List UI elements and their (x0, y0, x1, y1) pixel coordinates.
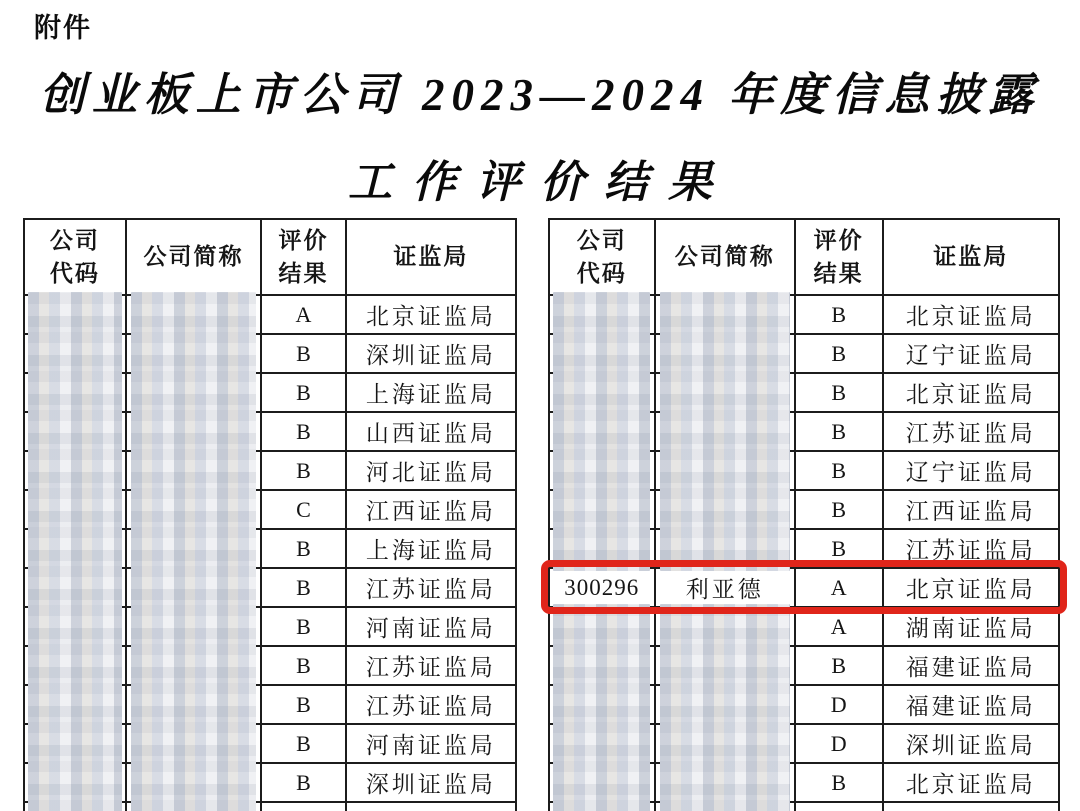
rating-cell: B (261, 763, 346, 802)
header-company-code-label: 公司代码 (49, 227, 100, 286)
company-name-cell (126, 490, 261, 529)
company-name-cell (655, 607, 795, 646)
bureau-cell: 辽宁证监局 (883, 334, 1059, 373)
company-code-cell (24, 490, 126, 529)
company-name-cell (655, 451, 795, 490)
bureau-cell: 福建证监局 (883, 685, 1059, 724)
rating-cell: B (261, 334, 346, 373)
rating-cell: B (261, 412, 346, 451)
table-row (24, 802, 516, 811)
company-name-cell (655, 802, 795, 811)
bureau-cell: 湖南证监局 (883, 607, 1059, 646)
header-company-name: 公司简称 (655, 219, 795, 295)
company-code-cell (24, 802, 126, 811)
company-name-cell (655, 334, 795, 373)
rating-cell: B (795, 646, 883, 685)
table-row (549, 490, 1059, 529)
company-name-cell (126, 373, 261, 412)
rating-cell: B (261, 724, 346, 763)
right-table-body (549, 295, 1059, 811)
table-row (549, 295, 1059, 334)
company-name-cell (655, 724, 795, 763)
bureau-cell: 江西证监局 (883, 490, 1059, 529)
company-code-cell (24, 724, 126, 763)
rating-cell: B (795, 490, 883, 529)
company-name-cell (655, 529, 795, 568)
company-code-cell (24, 334, 126, 373)
table-row (549, 685, 1059, 724)
table-row (24, 646, 516, 685)
company-name-cell (126, 802, 261, 811)
rating-cell: B (795, 295, 883, 334)
table-row (24, 334, 516, 373)
company-code-cell (24, 373, 126, 412)
bureau-cell: 北京证监局 (346, 295, 516, 334)
header-bureau: 证监局 (346, 219, 516, 295)
header-evaluation-result (261, 219, 346, 295)
company-code-cell (24, 685, 126, 724)
table-row (24, 568, 516, 607)
company-code-cell (24, 529, 126, 568)
company-code-cell (549, 373, 655, 412)
censored-mosaic (131, 799, 256, 811)
company-code-cell (24, 568, 126, 607)
highlighted-table-row (549, 568, 1059, 607)
table-row (24, 724, 516, 763)
rating-cell: B (261, 451, 346, 490)
evaluation-table-right-wrap (548, 218, 1060, 811)
bureau-cell: 江苏证监局 (346, 646, 516, 685)
table-row (24, 685, 516, 724)
company-code-cell (549, 802, 655, 811)
company-name-cell (126, 529, 261, 568)
header-company-code-label: 公司代码 (576, 227, 627, 286)
company-code-cell (549, 724, 655, 763)
bureau-cell: 深圳证监局 (346, 763, 516, 802)
table-row (24, 490, 516, 529)
left-table-body (24, 295, 516, 811)
rating-cell: A (795, 568, 883, 607)
table-row (549, 607, 1059, 646)
bureau-cell: 上海证监局 (346, 373, 516, 412)
header-bureau: 证监局 (883, 219, 1059, 295)
company-code-cell (24, 607, 126, 646)
header-row (24, 219, 516, 295)
company-code-cell (24, 646, 126, 685)
bureau-cell: 江西证监局 (346, 490, 516, 529)
rating-cell: C (261, 490, 346, 529)
bureau-cell: 河北证监局 (346, 451, 516, 490)
document-title-line1: 创业板上市公司 2023—2024 年度信息披露 (39, 70, 1041, 120)
evaluation-table-left (23, 218, 517, 811)
company-code-cell (549, 451, 655, 490)
bureau-cell: 福建证监局 (883, 646, 1059, 685)
bureau-cell: 江苏证监局 (346, 685, 516, 724)
company-name-cell (655, 412, 795, 451)
company-name-cell (126, 763, 261, 802)
bureau-cell: 北京证监局 (883, 373, 1059, 412)
bureau-cell: 北京证监局 (883, 763, 1059, 802)
company-name-cell (126, 724, 261, 763)
company-name-cell: 利亚德 (655, 568, 795, 607)
rating-cell: B (795, 334, 883, 373)
table-row (24, 763, 516, 802)
header-company-code (24, 219, 126, 295)
table-row (24, 607, 516, 646)
rating-cell (795, 802, 883, 811)
bureau-cell: 河南证监局 (346, 607, 516, 646)
rating-cell: B (795, 412, 883, 451)
company-name-cell (126, 685, 261, 724)
company-code-cell: 300296 (549, 568, 655, 607)
table-row (549, 802, 1059, 811)
company-name-cell (655, 646, 795, 685)
bureau-cell: 北京证监局 (883, 295, 1059, 334)
company-name-cell (126, 646, 261, 685)
table-row (549, 373, 1059, 412)
attachment-label: 附件 (34, 13, 92, 43)
rating-cell: B (261, 646, 346, 685)
company-code-cell (549, 685, 655, 724)
rating-cell: B (795, 373, 883, 412)
company-name-cell (655, 763, 795, 802)
table-row (549, 529, 1059, 568)
rating-cell: B (795, 529, 883, 568)
header-company-name: 公司简称 (126, 219, 261, 295)
censored-mosaic (553, 799, 650, 811)
rating-cell: A (261, 295, 346, 334)
company-name-cell (126, 607, 261, 646)
bureau-cell: 江苏证监局 (883, 529, 1059, 568)
table-row (549, 451, 1059, 490)
bureau-cell: 辽宁证监局 (883, 451, 1059, 490)
rating-cell: B (261, 529, 346, 568)
company-code-cell (549, 529, 655, 568)
rating-cell: A (795, 607, 883, 646)
evaluation-table-left-wrap (23, 218, 517, 811)
company-code-cell (549, 646, 655, 685)
bureau-cell: 河南证监局 (346, 724, 516, 763)
table-row (549, 412, 1059, 451)
company-code-cell (549, 412, 655, 451)
bureau-cell: 江苏证监局 (883, 412, 1059, 451)
company-code-cell (24, 451, 126, 490)
table-row (549, 724, 1059, 763)
company-name-cell (126, 334, 261, 373)
rating-cell (261, 802, 346, 811)
company-code-cell (549, 295, 655, 334)
rating-cell: B (261, 607, 346, 646)
censored-mosaic (660, 526, 790, 571)
company-name-cell (126, 412, 261, 451)
bureau-cell: 深圳证监局 (346, 334, 516, 373)
header-evaluation-result (795, 219, 883, 295)
table-row (549, 646, 1059, 685)
rating-cell: B (261, 568, 346, 607)
company-name-cell (655, 490, 795, 529)
table-row (549, 763, 1059, 802)
company-code-cell (549, 334, 655, 373)
company-code-cell (549, 607, 655, 646)
company-code-cell (24, 295, 126, 334)
header-evaluation-result-label: 评价结果 (813, 227, 864, 286)
bureau-cell: 北京证监局 (883, 568, 1059, 607)
table-row (24, 412, 516, 451)
bureau-cell (346, 802, 516, 811)
censored-mosaic (28, 799, 122, 811)
bureau-cell (883, 802, 1059, 811)
table-row (24, 451, 516, 490)
header-company-code (549, 219, 655, 295)
bureau-cell: 山西证监局 (346, 412, 516, 451)
table-row (24, 295, 516, 334)
rating-cell: B (261, 685, 346, 724)
bureau-cell: 上海证监局 (346, 529, 516, 568)
document-title-line2: 工作评价结果 (348, 158, 732, 207)
company-code-cell (24, 763, 126, 802)
company-name-cell (655, 685, 795, 724)
rating-cell: B (795, 451, 883, 490)
header-row (549, 219, 1059, 295)
rating-cell: B (261, 373, 346, 412)
header-evaluation-result-label: 评价结果 (278, 227, 329, 286)
company-code-cell (24, 412, 126, 451)
company-name-cell (655, 295, 795, 334)
table-row (24, 529, 516, 568)
censored-mosaic (660, 799, 790, 811)
table-row (24, 373, 516, 412)
bureau-cell: 深圳证监局 (883, 724, 1059, 763)
evaluation-table-right (548, 218, 1060, 811)
rating-cell: D (795, 724, 883, 763)
rating-cell: B (795, 763, 883, 802)
table-row (549, 334, 1059, 373)
bureau-cell: 江苏证监局 (346, 568, 516, 607)
company-name-cell (655, 373, 795, 412)
company-name-cell (126, 451, 261, 490)
company-code-cell (549, 490, 655, 529)
censored-mosaic (553, 526, 650, 571)
rating-cell: D (795, 685, 883, 724)
company-name-cell (126, 295, 261, 334)
company-code-cell (549, 763, 655, 802)
company-name-cell (126, 568, 261, 607)
